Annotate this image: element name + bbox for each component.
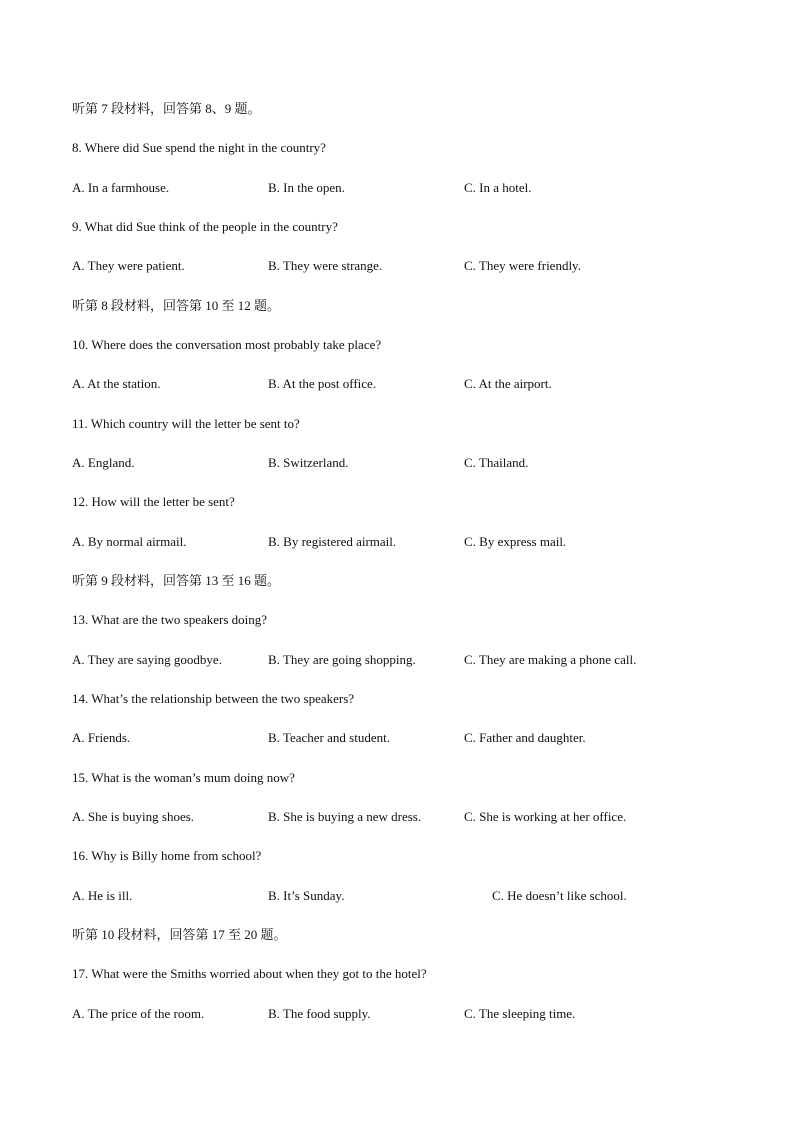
option-16c: C. He doesn’t like school. xyxy=(492,888,627,903)
question-8: 8. Where did Sue spend the night in the country? xyxy=(72,140,326,155)
question-16: 16. Why is Billy home from school? xyxy=(72,848,262,863)
options-8 xyxy=(72,180,772,196)
question-13: 13. What are the two speakers doing? xyxy=(72,612,268,627)
option-12b: B. By registered airmail. xyxy=(268,534,397,549)
option-17a: A. The price of the room. xyxy=(72,1006,205,1021)
option-17b: B. The food supply. xyxy=(268,1006,371,1021)
option-12a: A. By normal airmail. xyxy=(72,534,187,549)
option-8c: C. In a hotel. xyxy=(464,180,532,195)
options-10 xyxy=(72,376,772,392)
option-11c: C. Thailand. xyxy=(464,455,529,470)
section-heading-10: 听第 10 段材料，回答第 17 至 20 题。 xyxy=(72,927,287,942)
options-13 xyxy=(72,652,772,668)
question-10: 10. Where does the conversation most probably take place? xyxy=(72,337,382,352)
option-11a: A. England. xyxy=(72,455,135,470)
options-12 xyxy=(72,534,772,550)
options-11 xyxy=(72,455,772,471)
option-14c: C. Father and daughter. xyxy=(464,730,586,745)
option-10c: C. At the airport. xyxy=(464,376,552,391)
option-15a: A. She is buying shoes. xyxy=(72,809,195,824)
option-8b: B. In the open. xyxy=(268,180,345,195)
option-14b: B. Teacher and student. xyxy=(268,730,390,745)
option-9c: C. They were friendly. xyxy=(464,258,581,273)
option-13b: B. They are going shopping. xyxy=(268,652,416,667)
options-17 xyxy=(72,1006,772,1022)
section-heading-7: 听第 7 段材料，回答第 8、9 题。 xyxy=(72,101,261,116)
option-16a: A. He is ill. xyxy=(72,888,133,903)
option-10a: A. At the station. xyxy=(72,376,161,391)
question-9: 9. What did Sue think of the people in the country? xyxy=(72,219,338,234)
options-14 xyxy=(72,730,772,746)
question-11: 11. Which country will the letter be sent to? xyxy=(72,416,300,431)
options-16 xyxy=(72,888,772,904)
option-8a: A. In a farmhouse. xyxy=(72,180,170,195)
question-12: 12. How will the letter be sent? xyxy=(72,494,235,509)
option-9b: B. They were strange. xyxy=(268,258,383,273)
options-15 xyxy=(72,809,772,825)
option-11b: B. Switzerland. xyxy=(268,455,349,470)
question-15: 15. What is the woman’s mum doing now? xyxy=(72,770,295,785)
option-12c: C. By express mail. xyxy=(464,534,567,549)
option-10b: B. At the post office. xyxy=(268,376,377,391)
option-15c: C. She is working at her office. xyxy=(464,809,627,824)
section-heading-8: 听第 8 段材料，回答第 10 至 12 题。 xyxy=(72,298,281,313)
option-15b: B. She is buying a new dress. xyxy=(268,809,422,824)
question-17: 17. What were the Smiths worried about when they got to the hotel? xyxy=(72,966,427,981)
options-9 xyxy=(72,258,772,274)
option-13a: A. They are saying goodbye. xyxy=(72,652,222,667)
section-heading-9: 听第 9 段材料，回答第 13 至 16 题。 xyxy=(72,573,281,588)
option-16b: B. It’s Sunday. xyxy=(268,888,345,903)
question-14: 14. What’s the relationship between the two speakers? xyxy=(72,691,355,706)
option-17c: C. The sleeping time. xyxy=(464,1006,576,1021)
option-9a: A. They were patient. xyxy=(72,258,185,273)
option-14a: A. Friends. xyxy=(72,730,131,745)
option-13c: C. They are making a phone call. xyxy=(464,652,637,667)
